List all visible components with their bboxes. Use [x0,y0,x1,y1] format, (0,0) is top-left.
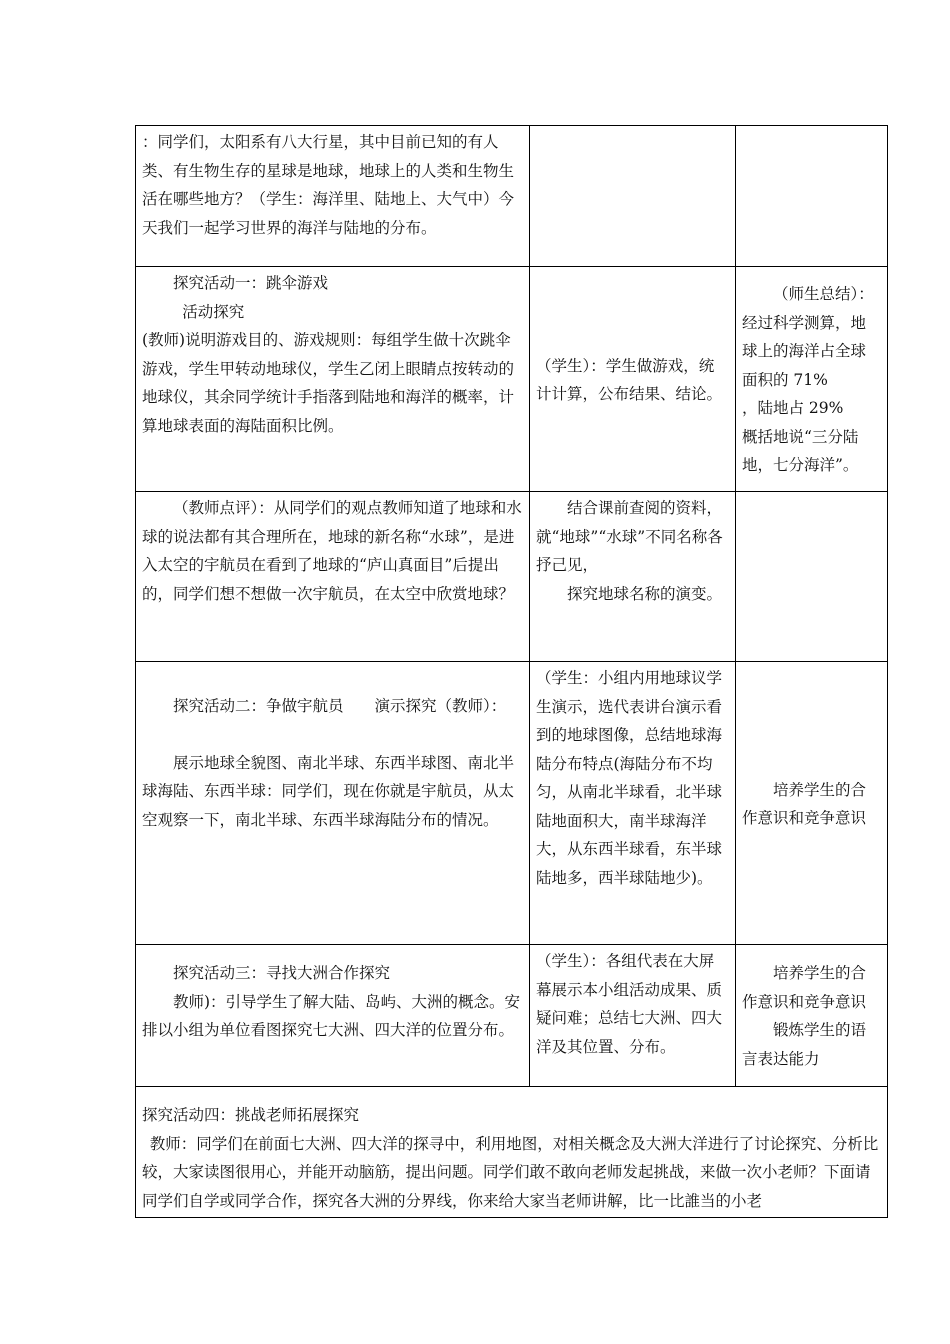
cell-text: ，陆地占 29% [742,399,844,418]
cell-text: ：同学们，太阳系有八大行星，其中目前已知的有人类、有生物生存的星球是地球，地球上的人类和生物生活在哪些地方？（学生：海洋里、陆地上、大气中）今天我们一起学习世界的海洋与陆地的分布。 [142,133,515,237]
design-intent-cell [736,662,888,945]
student-activity-cell [530,662,736,945]
student-activity-cell [530,267,736,492]
teacher-activity-cell [136,945,530,1087]
cell-text: 教师)：引导学生了解大陆、岛屿、大洲的概念。安排以小组为单位看图探究七大洲、四大洋的位置分布。 [142,992,521,1039]
teacher-activity-cell [136,662,530,945]
cell-text: 展示地球全貌图、南北半球、东西半球图、南北半球海陆、东西半球：同学们，现在你就是宇航员，从太空观察一下，南北半球、东西半球海陆分布的情况。 [142,753,515,829]
cell-text: （学生：小组内用地球议学生演示，选代表讲台演示看到的地球图像，总结地球海陆分布特点(海陆分布不均匀，从南北半球看，北半球陆地面积大，南半球海洋大，从东西半球看，东半球陆地多，西半球陆地少)。 [536,669,723,887]
table-row [136,662,888,945]
extension-activity-cell [136,1087,888,1218]
table-row [136,126,888,267]
design-intent-cell [736,267,888,492]
activity-title: 探究活动二：争做宇航员 演示探究（教师）： [173,697,507,715]
student-activity-cell [530,945,736,1087]
table-row [136,267,888,492]
cell-text: （学生）：学生做游戏，统计计算，公布结果、结论。 [536,356,723,403]
teacher-activity-cell [136,126,530,267]
activity-title: 探究活动四：挑战老师拓展探究 [142,1106,360,1124]
teacher-activity-cell [136,492,530,662]
table-row [136,492,888,662]
design-intent-cell [736,126,888,267]
cell-text: 经过科学测算，地球上的海洋占全球面积的 71% [742,313,867,389]
activity-title: 探究活动三：寻找大洲合作探究 [173,964,391,982]
activity-subtitle: 活动探究 [182,302,245,321]
student-activity-cell [530,126,736,267]
cell-text: （教师点评）：从同学们的观点教师知道了地球和水球的说法都有其合理所在，地球的新名称“水球”，是进入太空的宇航员在看到了地球的“庐山真面目”后提出的，同学们想不想做一次宇航员，在太空中欣赏地球？ [142,499,522,603]
design-intent-cell [736,945,888,1087]
design-intent-cell [736,492,888,662]
cell-text: 概括地说“三分陆地，七分海洋”。 [742,427,859,475]
lesson-plan-table [135,125,888,1218]
cell-text: (教师)说明游戏目的、游戏规则：每组学生做十次跳伞游戏，学生甲转动地球仪，学生乙闭上眼睛点按转动的地球仪，其余同学统计手指落到陆地和海洋的概率，计算地球表面的海陆面积比例。 [142,331,515,435]
cell-text: 结合课前查阅的资料，就“地球”“水球”不同名称各抒己见， [536,499,723,574]
table-row [136,945,888,1087]
cell-text: （师生总结）： [773,285,874,304]
activity-title: 探究活动一：跳伞游戏 [173,274,329,292]
cell-text: （学生）：各组代表在大屏幕展示本小组活动成果、质疑问难；总结七大洲、四大洋及其位置、分布。 [536,952,723,1056]
student-activity-cell [530,492,736,662]
cell-text: 教师：同学们在前面七大洲、四大洋的探寻中，利用地图，对相关概念及大洲大洋进行了讨论探究、分析比较，大家读图很用心，并能开动脑筋，提出问题。同学们敢不敢向老师发起挑战，来做一次小老师？下面请同学们自学或同学合作，探究各大洲的分界线，你来给大家当老师讲解，比一比誰当的小老 [142,1134,879,1210]
cell-text: 培养学生的合作意识和竞争意识 [742,780,867,827]
cell-text: 锻炼学生的语言表达能力 [742,1021,867,1068]
cell-text: 探究地球名称的演变。 [567,584,723,603]
cell-text: 培养学生的合作意识和竞争意识 [742,964,867,1011]
table-row [136,1087,888,1218]
teacher-activity-cell [136,267,530,492]
